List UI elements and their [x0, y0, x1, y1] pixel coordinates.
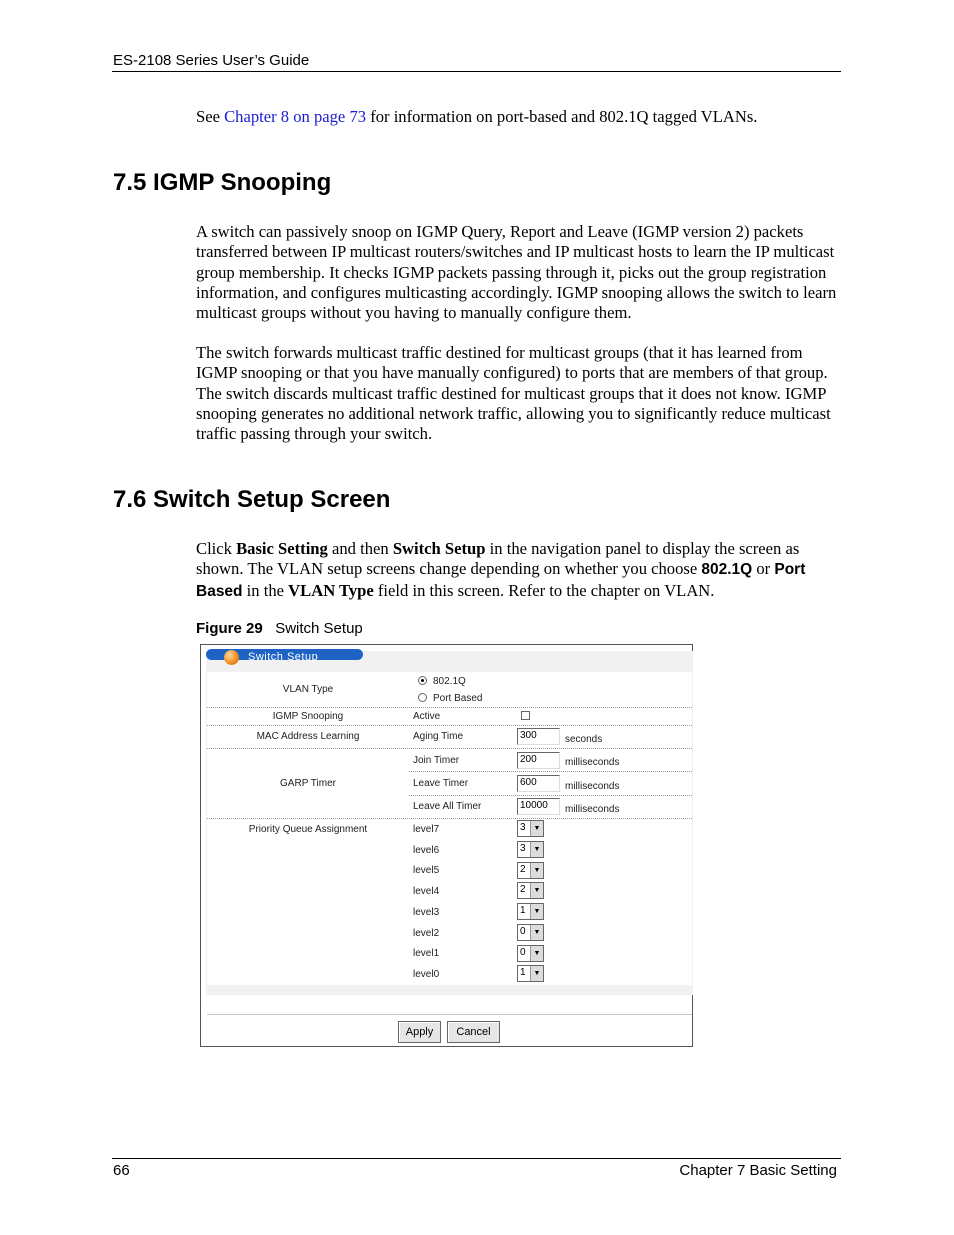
level5-select[interactable] [517, 862, 544, 879]
level0-label: level0 [413, 969, 440, 980]
radio-port-based[interactable] [418, 693, 427, 702]
bold-switch-setup: Switch Setup [392, 539, 486, 558]
vlan-type-label: VLAN Type [282, 684, 334, 695]
leave-all-timer-unit: milliseconds [565, 804, 620, 815]
aging-time-unit: seconds [565, 734, 603, 745]
footer-chapter: Chapter 7 Basic Setting [679, 1162, 837, 1179]
level6-select[interactable] [517, 841, 544, 858]
level1-select[interactable] [517, 945, 544, 962]
text-run: in the navigation panel to display the screen as shown. The VLAN setup screens change depending on whether you choose [196, 539, 800, 579]
text-run: or [752, 559, 775, 579]
join-timer-unit: milliseconds [565, 757, 620, 768]
radio-8021q-label: 802.1Q [433, 676, 466, 687]
figure-caption [196, 620, 363, 637]
level4-label: level4 [413, 886, 440, 897]
select-value: 1 [520, 905, 526, 916]
leave-all-timer-label: Leave All Timer [413, 801, 482, 812]
apply-button[interactable]: Apply [398, 1021, 441, 1043]
dropdown-arrow-icon[interactable]: ▼ [530, 883, 543, 898]
select-value: 3 [520, 843, 526, 854]
button-divider [207, 1014, 692, 1015]
figure-label: Figure 29 [196, 620, 263, 637]
select-value: 0 [520, 926, 526, 937]
level2-select[interactable] [517, 924, 544, 941]
switch-setup-screenshot [200, 644, 693, 1047]
text-run: and then [327, 539, 393, 558]
intro-text-pre: See [196, 107, 225, 126]
text-run: Click [196, 539, 237, 558]
dropdown-arrow-icon[interactable]: ▼ [530, 821, 543, 836]
igmp-paragraph-2: The switch forwards multicast traffic destined for multicast groups (that it has learned from IGMP snooping or that you have manually configured) to ports that are members of that group. The switch discards multicast traffic destined for multicast groups that it does not know. IGMP snooping generates no additional network traffic, allowing you to significantly reduce multicast traffic passing through your switch. [196, 343, 831, 444]
igmp-snooping-label: IGMP Snooping [272, 711, 344, 722]
chapter-8-link[interactable]: Chapter 8 on page 73 [224, 107, 367, 126]
bold-vlan-type: VLAN Type [288, 580, 374, 600]
screen-title-bar [206, 649, 363, 663]
dropdown-arrow-icon[interactable]: ▼ [530, 925, 543, 940]
leave-timer-label: Leave Timer [413, 778, 469, 789]
priority-queue-label: Priority Queue Assignment [248, 824, 368, 835]
join-timer-label: Join Timer [413, 755, 460, 766]
level0-select[interactable] [517, 965, 544, 982]
bold-port-based: Port Based [196, 561, 806, 600]
bold-basic-setting: Basic Setting [236, 539, 328, 558]
bold-8021q: 802.1Q [701, 561, 753, 579]
row-divider [207, 748, 692, 749]
level6-label: level6 [413, 845, 440, 856]
row-divider [207, 725, 692, 726]
select-value: 1 [520, 967, 526, 978]
join-timer-input[interactable]: 200 [517, 752, 560, 769]
level2-label: level2 [413, 928, 440, 939]
row-divider [207, 818, 692, 819]
select-value: 0 [520, 947, 526, 958]
dropdown-arrow-icon[interactable]: ▼ [530, 842, 543, 857]
igmp-paragraph-1: A switch can passively snoop on IGMP Query, Report and Leave (IGMP version 2) packets transferred between IP multicast routers/switches and IP multicast hosts to learn the IP multicast group membership. It checks IGMP packets passing through it, picks out the group registration information, and configures multicasting accordingly. IGMP snooping allows the switch to learn multicast groups without you having to manually configure them. [196, 222, 837, 323]
level1-label: level1 [413, 948, 440, 959]
select-value: 2 [520, 864, 526, 875]
text-run: field in this screen. Refer to the chapter on VLAN. [373, 580, 715, 600]
dropdown-arrow-icon[interactable]: ▼ [530, 966, 543, 981]
radio-8021q[interactable] [418, 676, 427, 685]
igmp-active-label: Active [413, 711, 441, 722]
row-divider [409, 771, 692, 772]
dropdown-arrow-icon[interactable]: ▼ [530, 946, 543, 961]
select-value: 2 [520, 884, 526, 895]
footer-rule [112, 1158, 841, 1159]
leave-timer-input[interactable]: 600 [517, 775, 560, 792]
header-rule [112, 71, 841, 72]
level7-select[interactable] [517, 820, 544, 837]
level5-label: level5 [413, 865, 440, 876]
select-value: 3 [520, 822, 526, 833]
level4-select[interactable] [517, 882, 544, 899]
screen-title: Switch Setup [248, 651, 319, 663]
aging-time-label: Aging Time [413, 731, 464, 742]
level3-label: level3 [413, 907, 440, 918]
dropdown-arrow-icon[interactable]: ▼ [530, 863, 543, 878]
level7-label: level7 [413, 824, 440, 835]
igmp-active-checkbox[interactable] [521, 711, 530, 720]
row-divider [207, 707, 692, 708]
page-number: 66 [113, 1162, 130, 1179]
leave-timer-unit: milliseconds [565, 781, 620, 792]
orange-ball-icon [224, 650, 239, 665]
text-run: in the [242, 580, 289, 600]
section-heading-switch-setup: 7.6 Switch Setup Screen [113, 486, 391, 513]
intro-paragraph [196, 107, 841, 127]
switch-setup-paragraph [196, 539, 841, 602]
garp-timer-label: GARP Timer [280, 778, 336, 789]
level3-select[interactable] [517, 903, 544, 920]
running-header: ES-2108 Series User’s Guide [113, 52, 310, 69]
radio-port-based-label: Port Based [433, 693, 483, 704]
row-divider [409, 795, 692, 796]
leave-all-timer-input[interactable]: 10000 [517, 798, 560, 815]
mac-address-learning-label: MAC Address Learning [256, 731, 360, 742]
figure-caption-text: Switch Setup [275, 620, 363, 637]
section-heading-igmp: 7.5 IGMP Snooping [113, 169, 332, 196]
intro-text-post: for information on port-based and 802.1Q tagged VLANs. [366, 107, 758, 126]
cancel-button[interactable]: Cancel [447, 1021, 500, 1043]
dropdown-arrow-icon[interactable]: ▼ [530, 904, 543, 919]
aging-time-input[interactable]: 300 [517, 728, 560, 745]
